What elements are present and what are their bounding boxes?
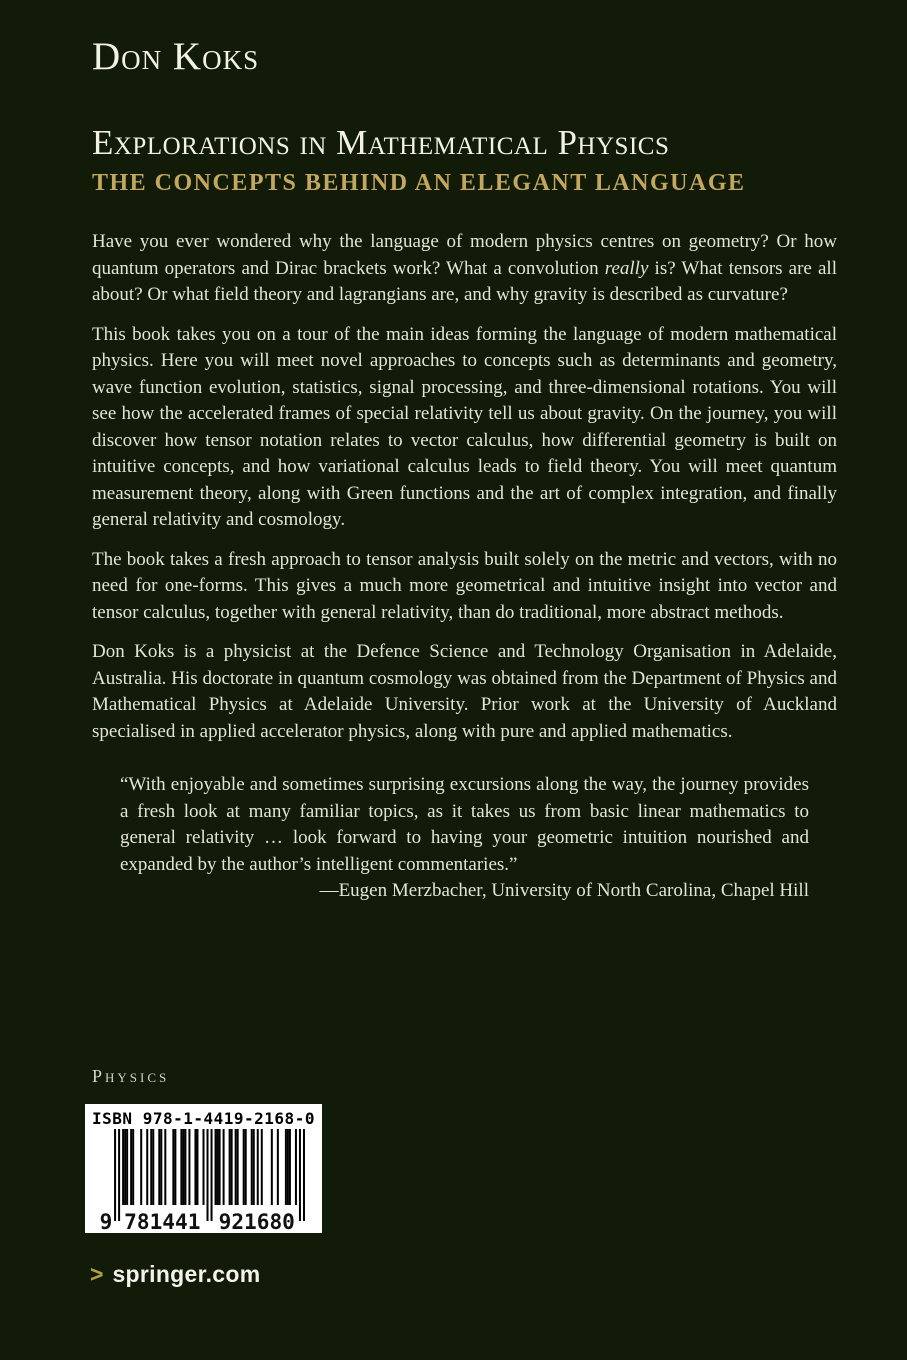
blurb-paragraph-3: The book takes a fresh approach to tensor analysis built solely on the metric and vectors, with no need for one-forms. This gives a much more geometrical and intuitive insight into vector and tensor calculus, together with general relativity, than do traditional, more abstract methods. [92,548,837,623]
review-attribution: —Eugen Merzbacher, University of North Carolina, Chapel Hill [319,880,809,901]
category-label: Physics [92,1066,170,1086]
ean13-barcode-graphic [98,1129,309,1233]
author-bio-paragraph: Don Koks is a physicist at the Defence Science and Technology Organisation in Adelaide, Australia. His doctorate in quantum cosmology was obtained from the Department of Physics and Mathematical Physics at Adelaide University. Prior work at the University of Auckland specialised in applied accelerator physics, along with pure and applied mathematics. [92,641,837,742]
chevron-right-icon: > [90,1261,104,1287]
svg-text:921680: 921680 [218,1209,295,1233]
blurb-paragraph-1-text-end: is? What tensors are all about? Or what field theory and lagrangians are, and why gravity is described as curvature? [92,257,837,305]
publisher-url: springer.com [112,1261,261,1287]
review-block [120,772,809,905]
svg-text:9: 9 [99,1209,113,1233]
blurb-paragraph-2: This book takes you on a tour of the main ideas forming the language of modern mathematical physics. Here you will meet novel approaches to concepts such as determinants and geometry, wave function evolution, statistics, signal processing, and three-dimensional rotations. You will see how the accelerated frames of special relativity tell us about gravity. On the journey, you will discover how tensor notation relates to vector calculus, how differential geometry is built on intuitive concepts, and how variational calculus leads to field theory. You will meet quantum measurement theory, along with Green functions and the art of complex integration, and finally general relativity and cosmology. [92,323,837,530]
blurb-paragraph-1-text: Have you ever wondered why the language of modern physics centres on geometry? Or how quantum operators and Dirac brackets work? What a convolution [92,231,837,279]
review-quote: “With enjoyable and sometimes surprising excursions along the way, the journey provides a fresh look at many familiar topics, as it takes us from basic linear mathematics to general relativity … look forward to having your geometric intuition nourished and expanded by the author’s intelligent commentaries.” [120,774,809,875]
bottom-cluster [92,1066,322,1288]
book-subtitle: THE CONCEPTS BEHIND AN ELEGANT LANGUAGE [92,170,746,196]
publisher-footer [90,1261,322,1288]
isbn-barcode-box [85,1104,322,1233]
isbn-label: ISBN 978-1-4419-2168-0 [92,1109,315,1128]
blurb-paragraph-1-italic-word: really [604,257,649,279]
author-name: Don Koks [92,35,260,78]
svg-text:781441: 781441 [124,1209,201,1233]
blurb-paragraph-1 [92,229,837,309]
book-title: Explorations in Mathematical Physics [92,123,670,162]
